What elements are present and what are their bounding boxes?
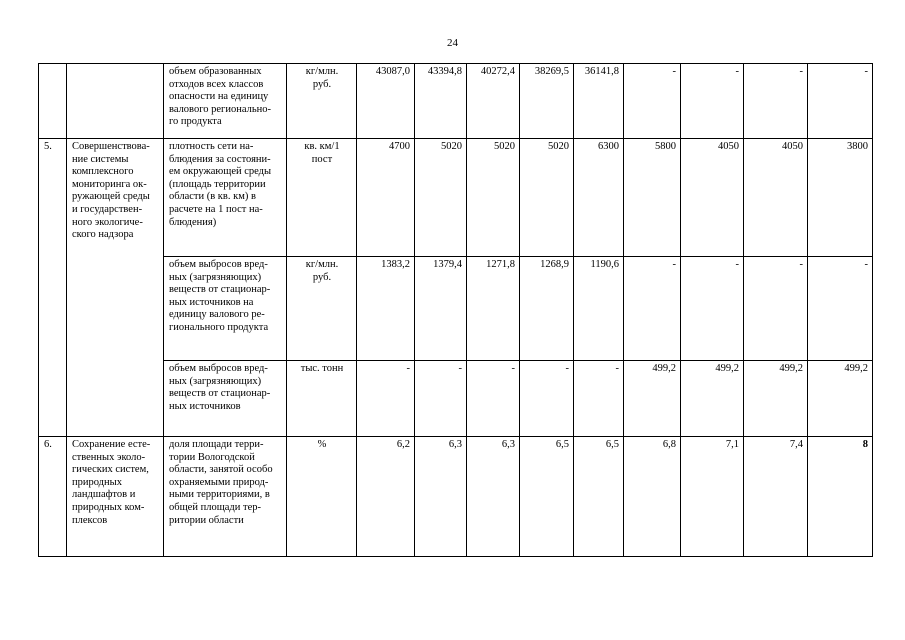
value-cell: 499,2: [681, 361, 744, 437]
value-cell: 4700: [357, 139, 415, 257]
value-cell: 1190,6: [574, 257, 624, 361]
value-cell: -: [520, 361, 574, 437]
value-cell: -: [415, 361, 467, 437]
value-cell: 499,2: [744, 361, 808, 437]
value-cell: -: [467, 361, 520, 437]
value-cell: -: [681, 64, 744, 139]
task-cell: Совершенствова- ние системы комплексного мониторинга ок- ружающей среды и государствен- ного экологиче- ского надзора: [67, 139, 164, 437]
value-cell: 36141,8: [574, 64, 624, 139]
table-row: [39, 64, 873, 139]
value-cell: 499,2: [624, 361, 681, 437]
table-row: [39, 437, 873, 557]
unit-cell: кг/млн. руб.: [287, 64, 357, 139]
value-cell: 8: [808, 437, 873, 557]
number-cell: 5.: [39, 139, 67, 437]
value-cell: 6,5: [574, 437, 624, 557]
indicator-cell: объем выбросов вред- ных (загрязняющих) веществ от стационар- ных источников: [164, 361, 287, 437]
unit-cell: %: [287, 437, 357, 557]
value-cell: 6,3: [467, 437, 520, 557]
table-row: [39, 361, 873, 437]
number-cell: 6.: [39, 437, 67, 557]
value-cell: 4050: [681, 139, 744, 257]
value-cell: -: [808, 257, 873, 361]
value-cell: -: [744, 257, 808, 361]
value-cell: 7,1: [681, 437, 744, 557]
task-cell: [67, 64, 164, 139]
value-cell: -: [624, 64, 681, 139]
value-cell: 499,2: [808, 361, 873, 437]
table-row: [39, 139, 873, 257]
indicator-cell: объем выбросов вред- ных (загрязняющих) веществ от стационар- ных источников на единицу валового ре- гионального продукта: [164, 257, 287, 361]
value-cell: 6300: [574, 139, 624, 257]
indicators-table: [38, 63, 873, 557]
value-cell: 43087,0: [357, 64, 415, 139]
value-cell: 6,3: [415, 437, 467, 557]
task-cell: Сохранение есте- ственных эколо- гических систем, природных ландшафтов и природных ком- плексов: [67, 437, 164, 557]
unit-cell: тыс. тонн: [287, 361, 357, 437]
value-cell: -: [574, 361, 624, 437]
value-cell: 5020: [415, 139, 467, 257]
number-cell: [39, 64, 67, 139]
value-cell: 43394,8: [415, 64, 467, 139]
value-cell: 40272,4: [467, 64, 520, 139]
value-cell: -: [624, 257, 681, 361]
value-cell: 1379,4: [415, 257, 467, 361]
unit-cell: кв. км/1 пост: [287, 139, 357, 257]
page-number: 24: [447, 37, 458, 49]
value-cell: 1268,9: [520, 257, 574, 361]
value-cell: -: [744, 64, 808, 139]
value-cell: -: [357, 361, 415, 437]
unit-cell: кг/млн. руб.: [287, 257, 357, 361]
indicator-cell: доля площади терри- тории Вологодской области, занятой особо охраняемыми природ- ными территориями, в общей площади тер- ритории области: [164, 437, 287, 557]
value-cell: 5020: [520, 139, 574, 257]
value-cell: -: [681, 257, 744, 361]
value-cell: 1271,8: [467, 257, 520, 361]
value-cell: 4050: [744, 139, 808, 257]
value-cell: 5020: [467, 139, 520, 257]
value-cell: 6,2: [357, 437, 415, 557]
value-cell: 5800: [624, 139, 681, 257]
indicator-cell: плотность сети на- блюдения за состояни- ем окружающей среды (площадь территории области (в кв. км) в расчете на 1 пост на- блюдения): [164, 139, 287, 257]
table-row: [39, 257, 873, 361]
value-cell: 6,8: [624, 437, 681, 557]
indicator-cell: объем образованных отходов всех классов опасности на единицу валового регионально- го продукта: [164, 64, 287, 139]
value-cell: 1383,2: [357, 257, 415, 361]
value-cell: 7,4: [744, 437, 808, 557]
value-cell: -: [808, 64, 873, 139]
value-cell: 38269,5: [520, 64, 574, 139]
value-cell: 3800: [808, 139, 873, 257]
value-cell: 6,5: [520, 437, 574, 557]
